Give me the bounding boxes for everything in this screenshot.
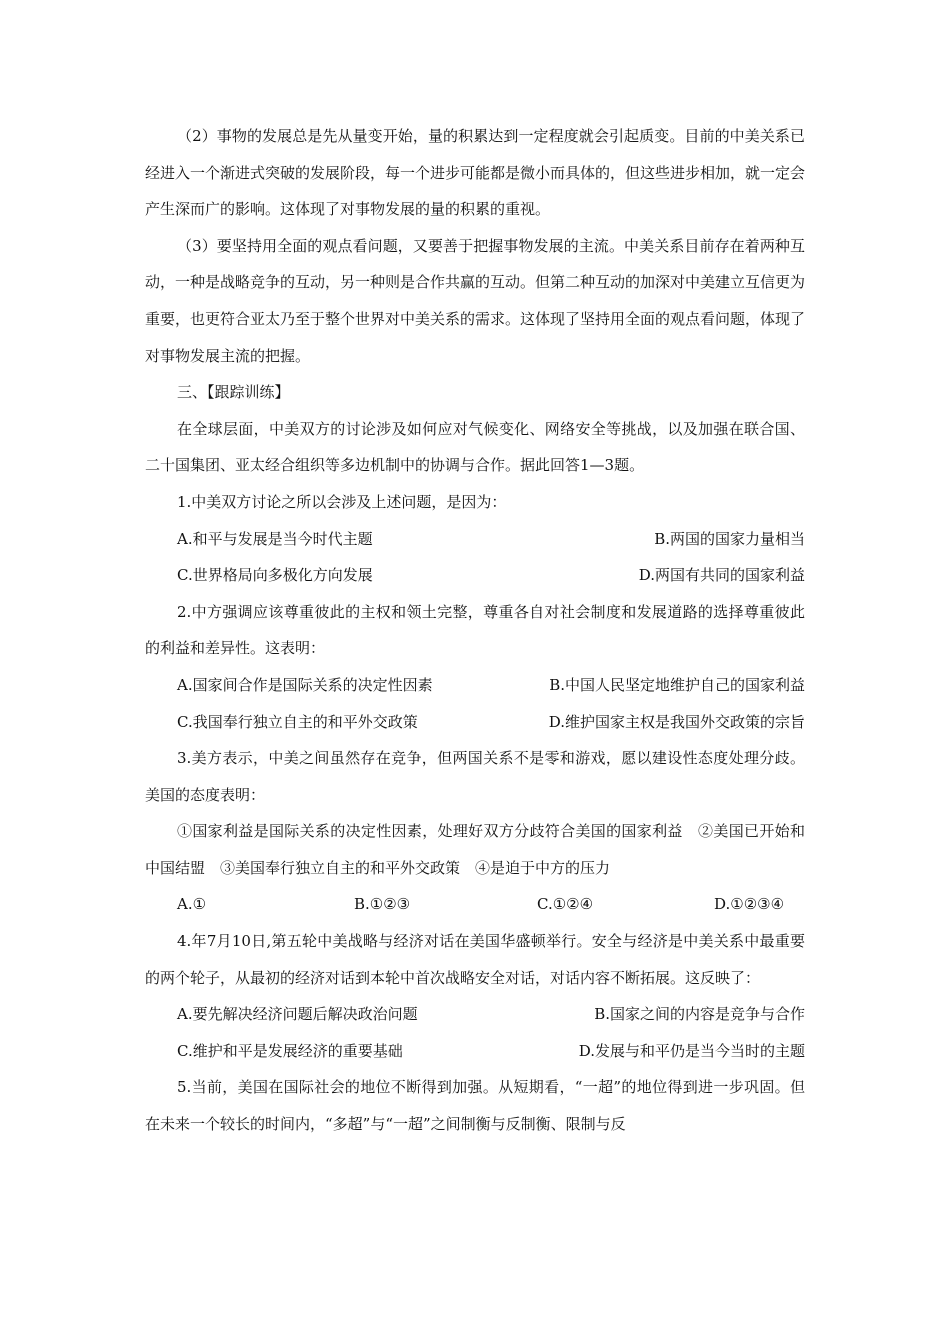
question-2-option-b: B.中国人民坚定地维护自己的国家利益 [549, 675, 805, 694]
question-1-option-b: B.两国的国家力量相当 [654, 529, 805, 548]
question-2-stem: 2.中方强调应该尊重彼此的主权和领土完整，尊重各自对社会制度和发展道路的选择尊重彼此的利益和差异性。这表明： [145, 602, 805, 658]
question-5-stem: 5.当前，美国在国际社会的地位不断得到加强。从短期看，“一超”的地位得到进一步巩固。但在未来一个较长的时间内，“多超”与“一超”之间制衡与反制衡、限制与反 [145, 1078, 805, 1134]
question-1-options-row-2 [145, 557, 805, 594]
question-4-option-d: D.发展与和平仍是当今当时的主题 [578, 1041, 805, 1060]
question-2-option-a: A.国家间合作是国际关系的决定性因素 [177, 675, 433, 694]
question-3-option-b: B.①②③ [354, 895, 411, 914]
question-1-stem: 1.中美双方讨论之所以会涉及上述问题，是因为： [177, 492, 507, 511]
question-3-option-d: D.①②③④ [714, 895, 785, 914]
question-3-stem: 3.美方表示，中美之间虽然存在竞争，但两国关系不是零和游戏，愿以建设性态度处理分歧。美国的态度表明： [145, 749, 805, 804]
question-3-option-c: C.①②④ [537, 895, 594, 914]
question-2-option-c: C.我国奉行独立自主的和平外交政策 [177, 712, 418, 731]
question-1-option-d: D.两国有共同的国家利益 [638, 566, 805, 585]
paragraph-point-2: （2）事物的发展总是先从量变开始，量的积累达到一定程度就会引起质变。目前的中美关系已经进入一个渐进式突破的发展阶段，每一个进步可能都是微小而具体的，但这些进步相加，就一定会产生深而广的影响。这体现了对事物发展的量的积累的重视。 [145, 127, 806, 219]
question-1-option-a: A.和平与发展是当今时代主题 [177, 529, 373, 548]
document-page [145, 118, 805, 1143]
intro-paragraph: 在全球层面，中美双方的讨论涉及如何应对气候变化、网络安全等挑战，以及加强在联合国、二十国集团、亚太经合组织等多边机制中的协调与合作。据此回答1—3题。 [145, 419, 805, 475]
question-1-option-c: C.世界格局向多极化方向发展 [177, 566, 373, 585]
question-2-options-row-1 [145, 667, 805, 704]
question-2-option-d: D.维护国家主权是我国外交政策的宗旨 [548, 712, 805, 731]
question-4-options-row-1 [145, 996, 805, 1033]
question-4-stem: 4.年7月10日,第五轮中美战略与经济对话在美国华盛顿举行。安全与经济是中美关系中最重要的两个轮子，从最初的经济对话到本轮中首次战略安全对话，对话内容不断拓展。这反映了： [145, 932, 805, 987]
question-3-option-a: A.① [177, 895, 207, 914]
question-2-options-row-2 [145, 704, 805, 741]
question-4-option-b: B.国家之间的内容是竞争与合作 [594, 1005, 805, 1024]
question-4-option-c: C.维护和平是发展经济的重要基础 [177, 1041, 403, 1060]
question-3-items: ①国家利益是国际关系的决定性因素，处理好双方分歧符合美国的国家利益 ②美国已开始和中国结盟 ③美国奉行独立自主的和平外交政策 ④是迫于中方的压力 [145, 822, 805, 877]
question-4-option-a: A.要先解决经济问题后解决政治问题 [177, 1005, 418, 1024]
paragraph-point-3: （3）要坚持用全面的观点看问题，又要善于把握事物发展的主流。中美关系目前存在着两种互动，一种是战略竞争的互动，另一种则是合作共赢的互动。但第二种互动的加深对中美建立互信更为重要，也更符合亚太乃至于整个世界对中美关系的需求。这体现了坚持用全面的观点看问题，体现了对事物发展主流的把握。 [145, 236, 806, 365]
question-1-options-row-1 [145, 521, 805, 558]
question-4-options-row-2 [145, 1033, 805, 1070]
question-3-options-row [145, 886, 805, 923]
section-title: 三、【跟踪训练】 [177, 383, 290, 402]
